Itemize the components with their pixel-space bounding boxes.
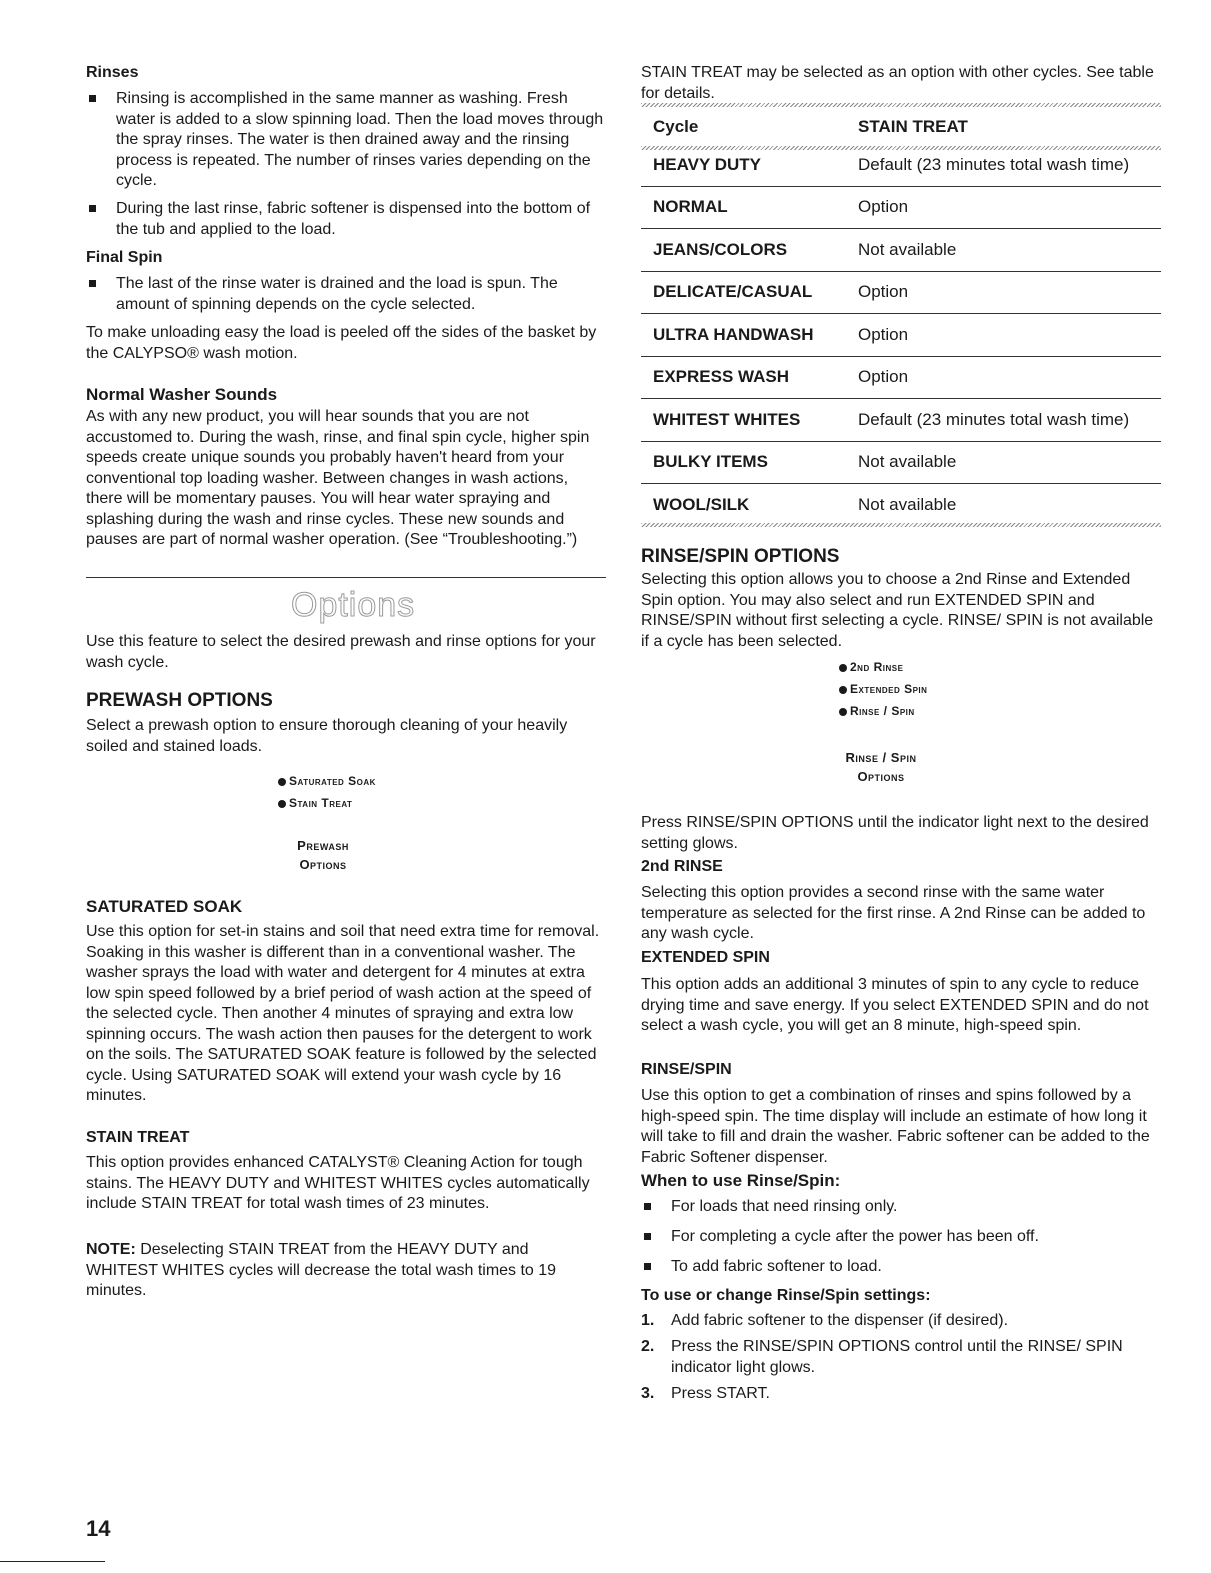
how-to-heading: To use or change Rinse/Spin settings:	[641, 1287, 931, 1304]
table-cell-value: Not available	[846, 229, 1161, 272]
table-row	[641, 356, 1161, 399]
options-intro: Use this feature to select the desired prewash and rinse options for your wash cycle.	[86, 633, 596, 671]
prewash-heading: PREWASH OPTIONS	[86, 690, 273, 711]
second-rinse-paragraph: Selecting this option provides a second rinse with the same water temperature as selected for the first rinse. A 2nd Rinse can be added to any wash cycle.	[641, 884, 1146, 942]
table-top-border	[641, 103, 1161, 107]
table-row	[641, 314, 1161, 357]
note-label: NOTE:	[86, 1241, 136, 1258]
saturated-soak-heading: SATURATED SOAK	[86, 897, 243, 916]
table-cell-value: Option	[846, 314, 1161, 357]
saturated-soak-option: Saturated Soak	[278, 770, 376, 792]
stain-treat-option: Stain Treat	[278, 792, 376, 814]
table-cell-value: Default (23 minutes total wash time)	[846, 144, 1161, 186]
saturated-soak-paragraph: Use this option for set-in stains and soil that need extra time for removal. Soaking in this washer is different than in a conventional washer. The washer sprays the load with water and detergent for 4 minutes at extra low spin speed followed by a brief period of wash action at the speed of the selected cycle. Then another 4 minutes of spraying and extra low spinning occurs. The wash action then pauses for the detergent to work on the soils. The SATURATED SOAK feature is followed by the selected cycle. Using SATURATED SOAK will extend your wash cycle by 16 minutes.	[86, 923, 600, 1104]
prewash-control-list	[278, 770, 376, 814]
bullet-square-icon	[644, 1203, 651, 1210]
indicator-light-icon	[839, 708, 847, 716]
washer-sounds-heading: Normal Washer Sounds	[86, 385, 278, 404]
step-3: 3. Press START.	[641, 1385, 770, 1402]
rinse-spin-options-heading: RINSE/SPIN OPTIONS	[641, 546, 840, 567]
table-cell-cycle: NORMAL	[641, 186, 846, 229]
table-header-cycle: Cycle	[653, 117, 699, 136]
table-row	[641, 484, 1161, 526]
stain-treat-note	[86, 1240, 596, 1302]
bullet-square-icon	[644, 1233, 651, 1240]
final-spin-bullet: The last of the rinse water is drained and the load is spun. The amount of spinning depends on the cycle selected.	[86, 274, 606, 315]
indicator-light-icon	[278, 778, 286, 786]
bullet-square-icon	[89, 205, 96, 212]
extended-spin-option: Extended Spin	[839, 678, 927, 700]
table-cell-value: Not available	[858, 494, 957, 514]
section-divider	[86, 577, 606, 578]
rinses-bullet-1: Rinsing is accomplished in the same manner as washing. Fresh water is added to a slow spinning load. Then the load moves through the spray rinses. The water is then drained away and the rinsing process is repeated. The number of rinses varies depending on the cycle.	[86, 89, 606, 192]
rinse-spin-option: Rinse / Spin	[839, 700, 927, 722]
table-cell-value: Option	[846, 186, 1161, 229]
table-cell-cycle: ULTRA HANDWASH	[641, 314, 846, 357]
rinse-spin-heading: RINSE/SPIN	[641, 1061, 732, 1078]
rinse-spin-options-button: Rinse / Spin Options	[845, 750, 917, 784]
rinse-spin-press-paragraph: Press RINSE/SPIN OPTIONS until the indicator light next to the desired setting glows.	[641, 814, 1149, 852]
table-cell-value: Not available	[846, 441, 1161, 484]
second-rinse-option: 2nd Rinse	[839, 656, 927, 678]
table-row	[641, 229, 1161, 272]
table-cell-value: Default (23 minutes total wash time)	[846, 399, 1161, 442]
table-cell-cycle: BULKY ITEMS	[641, 441, 846, 484]
extended-spin-paragraph: This option adds an additional 3 minutes of spin to any cycle to reduce drying time and save energy. If you select EXTENDED SPIN and do not select a wash cycle, you will get an 8 minute, high-speed spin.	[641, 976, 1149, 1034]
table-cell-cycle: DELICATE/CASUAL	[641, 271, 846, 314]
table-cell-cycle: JEANS/COLORS	[641, 229, 846, 272]
stain-treat-table	[641, 110, 1161, 526]
rinses-heading: Rinses	[86, 64, 139, 81]
bullet-square-icon	[89, 95, 96, 102]
table-cell-cycle: HEAVY DUTY	[641, 144, 846, 186]
table-cell-cycle: WOOL/SILK	[653, 494, 750, 514]
rinses-bullet-2: During the last rinse, fabric softener is dispensed into the bottom of the tub and applied to the load.	[86, 199, 606, 240]
extended-spin-heading: EXTENDED SPIN	[641, 949, 770, 966]
stain-treat-paragraph: This option provides enhanced CATALYST® Cleaning Action for tough stains. The HEAVY DUTY and WHITEST WHITES cycles automatically include STAIN TREAT for total wash times of 23 minutes.	[86, 1154, 590, 1212]
rinse-spin-options-paragraph: Selecting this option allows you to choose a 2nd Rinse and Extended Spin option. You may also select and run EXTENDED SPIN and RINSE/SPIN without first selecting a cycle. RINSE/ SPIN is not available if a cycle has been selected.	[641, 571, 1154, 650]
when-to-use-heading: When to use Rinse/Spin:	[641, 1171, 841, 1190]
rinse-spin-control-list	[839, 656, 927, 722]
table-cell-cycle: WHITEST WHITES	[641, 399, 846, 442]
bullet-square-icon	[89, 280, 96, 287]
rinse-spin-paragraph: Use this option to get a combination of rinses and spins followed by a high-speed spin. The time display will include an estimate of how long it will take to fill and drain the washer. Fabric softener can be added to the Fabric Softener dispenser.	[641, 1087, 1150, 1166]
prewash-paragraph: Select a prewash option to ensure thorough cleaning of your heavily soiled and stained loads.	[86, 717, 568, 755]
prewash-options-button: Prewash Options	[297, 838, 349, 872]
indicator-light-icon	[278, 800, 286, 808]
note-text: Deselecting STAIN TREAT from the HEAVY DUTY and WHITEST WHITES cycles will decrease the total wash times to 19 minutes.	[86, 1241, 557, 1299]
final-spin-paragraph: To make unloading easy the load is peeled off the sides of the basket by the CALYPSO® wash motion.	[86, 324, 597, 362]
options-title: Options	[291, 586, 416, 624]
table-cell-value: Option	[846, 356, 1161, 399]
table-row	[641, 186, 1161, 229]
table-row	[641, 271, 1161, 314]
table-cell-cycle: EXPRESS WASH	[641, 356, 846, 399]
footer-rule	[0, 1561, 105, 1562]
table-row	[641, 399, 1161, 442]
indicator-light-icon	[839, 686, 847, 694]
table-row	[641, 441, 1161, 484]
step-1: 1. Add fabric softener to the dispenser (if desired).	[641, 1312, 1009, 1329]
table-bottom-border	[641, 523, 1161, 527]
washer-sounds-paragraph: As with any new product, you will hear sounds that you are not accustomed to. During the wash, rinse, and final spin cycle, higher spin speeds create unique sounds you probably haven't heard from your conventional top loading washer. Between changes in wash actions, there will be momentary pauses. You will hear water spraying and splashing during the wash and rinse cycles. These new sounds and pauses are part of normal washer operation. (See “Troubleshooting.”)	[86, 408, 590, 548]
when-to-use-bullet-1: For loads that need rinsing only.	[641, 1197, 898, 1218]
table-cell-value: Option	[846, 271, 1161, 314]
stain-treat-heading: STAIN TREAT	[86, 1129, 190, 1146]
step-2: 2. Press the RINSE/SPIN OPTIONS control until the RINSE/ SPIN indicator light glows.	[641, 1338, 1123, 1376]
when-to-use-bullet-3: To add fabric softener to load.	[641, 1257, 882, 1278]
bullet-square-icon	[644, 1263, 651, 1270]
final-spin-heading: Final Spin	[86, 249, 163, 266]
when-to-use-bullet-2: For completing a cycle after the power has been off.	[641, 1227, 1039, 1248]
page-number: 14	[86, 1516, 111, 1541]
stain-treat-table-intro: STAIN TREAT may be selected as an option with other cycles. See table for details.	[641, 64, 1154, 102]
table-header-row	[641, 110, 1161, 144]
second-rinse-heading: 2nd RINSE	[641, 858, 723, 875]
table-row	[641, 144, 1161, 186]
table-header-stain-treat: STAIN TREAT	[858, 117, 968, 136]
indicator-light-icon	[839, 664, 847, 672]
